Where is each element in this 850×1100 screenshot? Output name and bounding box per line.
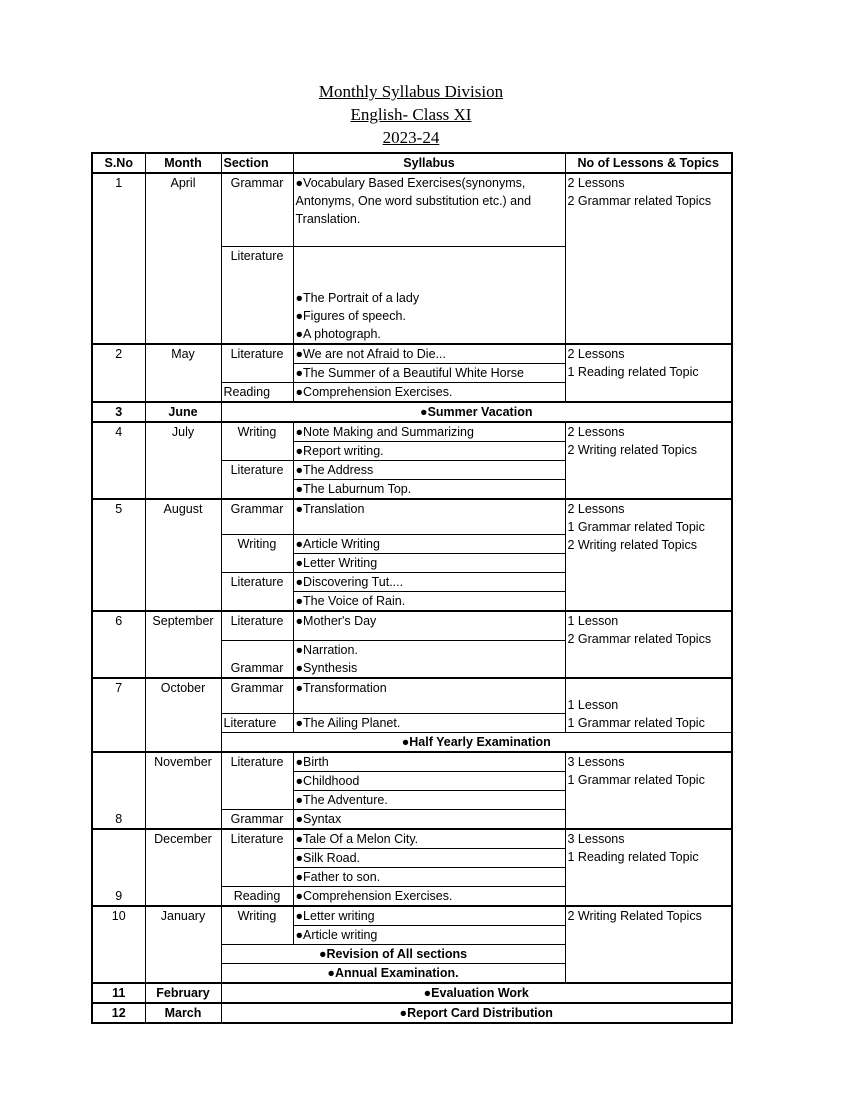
sno-cell: 8 [92,752,145,829]
section-cell: Literature [221,573,293,612]
lessons-cell [565,906,732,983]
section-cell: Grammar [221,678,293,714]
syllabus-cell [293,641,565,679]
lessons-line: 2 Writing Related Topics [567,909,702,923]
section-cell: Literature [221,829,293,887]
syllabus-cell: ●Silk Road. [293,849,565,868]
month-cell: March [145,1003,221,1023]
table-row [92,173,732,247]
header-sno: S.No [92,153,145,173]
note-cell: ●Half Yearly Examination [221,733,732,753]
header-lessons: No of Lessons & Topics [565,153,732,173]
syllabus-cell: ●We are not Afraid to Die... [293,344,565,364]
syllabus-cell: ●Letter Writing [293,554,565,573]
month-cell: August [145,499,221,611]
section-cell: Literature [221,344,293,383]
sno-cell: 9 [92,829,145,906]
month-cell: December [145,829,221,906]
month-group-october [92,678,732,752]
table-row [92,344,732,364]
header-section: Section [221,153,293,173]
syllabus-item: ●A photograph. [295,327,381,341]
month-group-january [92,906,732,983]
syllabus-cell: ●Transformation [293,678,565,714]
header-month: Month [145,153,221,173]
table-row [92,422,732,442]
lessons-line: 1 Lesson [567,614,619,628]
syllabus-item: ●Figures of speech. [295,309,406,323]
month-group-february [92,983,732,1003]
syllabus-cell: ●Report writing. [293,442,565,461]
syllabus-cell: ●Vocabulary Based Exercises(synonyms, Antonyms, One word substitution etc.) and Translation. [293,173,565,247]
month-cell: June [145,402,221,422]
section-cell: Literature [221,247,293,345]
lessons-line: 1 Reading related Topic [567,850,699,864]
section-cell: Grammar [221,173,293,247]
syllabus-table [91,152,733,1024]
month-group-july [92,422,732,499]
month-group-april [92,173,732,344]
section-cell: Literature [221,714,293,733]
lessons-cell [565,499,732,611]
month-cell: September [145,611,221,678]
sno-cell: 4 [92,422,145,499]
syllabus-item: ●Synthesis [295,661,358,675]
section-cell: Reading [221,887,293,907]
table-row [92,611,732,641]
syllabus-cell: ●Note Making and Summarizing [293,422,565,442]
month-cell: April [145,173,221,344]
month-group-november [92,752,732,829]
sno-cell: 10 [92,906,145,983]
month-cell: July [145,422,221,499]
syllabus-cell: ●Discovering Tut.... [293,573,565,592]
sno-cell: 11 [92,983,145,1003]
table-row [92,402,732,422]
table-row [92,499,732,535]
lessons-cell [565,344,732,402]
lessons-cell [565,829,732,906]
syllabus-cell: ●Comprehension Exercises. [293,887,565,907]
section-cell: Reading [221,383,293,403]
month-group-june [92,402,732,422]
syllabus-cell: ●Article writing [293,926,565,945]
syllabus-cell: ●Article Writing [293,535,565,554]
month-group-august [92,499,732,611]
sno-cell: 12 [92,1003,145,1023]
syllabus-item: ●Narration. [295,643,358,657]
syllabus-cell: ●The Voice of Rain. [293,592,565,612]
syllabus-cell: ●Father to son. [293,868,565,887]
document-year: 2023-24 [382,128,440,147]
lessons-cell [565,422,732,499]
lessons-line: 2 Lessons [567,425,625,439]
note-cell: ●Revision of All sections [221,945,565,964]
lessons-line: 2 Writing related Topics [567,538,697,552]
section-cell: Writing [221,906,293,945]
lessons-line: 3 Lessons [567,832,625,846]
sno-cell: 1 [92,173,145,344]
syllabus-cell: ●Translation [293,499,565,535]
lessons-line: 3 Lessons [567,755,625,769]
syllabus-cell: ●Tale Of a Melon City. [293,829,565,849]
lessons-line: 2 Lessons [567,176,625,190]
section-cell: Writing [221,535,293,573]
syllabus-cell: ●Letter writing [293,906,565,926]
month-cell: November [145,752,221,829]
note-cell: ●Report Card Distribution [221,1003,732,1023]
note-cell: ●Annual Examination. [221,964,565,984]
syllabus-cell: ●Mother's Day [293,611,565,641]
sno-cell: 5 [92,499,145,611]
month-group-march [92,1003,732,1023]
lessons-line: 1 Grammar related Topic [567,520,705,534]
month-cell: January [145,906,221,983]
syllabus-cell: ●The Summer of a Beautiful White Horse [293,364,565,383]
lessons-line: 1 Grammar related Topic [567,716,705,730]
syllabus-cell: ●The Laburnum Top. [293,480,565,500]
table-row [92,906,732,926]
syllabus-cell: ●The Ailing Planet. [293,714,565,733]
section-cell: Literature [221,611,293,641]
header-syllabus: Syllabus [293,153,565,173]
lessons-line: 2 Writing related Topics [567,443,697,457]
sno-cell: 2 [92,344,145,402]
syllabus-cell [293,247,565,345]
lessons-line: 2 Lessons [567,347,625,361]
syllabus-cell: ●The Address [293,461,565,480]
document-title: Monthly Syllabus Division [318,82,504,101]
sno-cell: 3 [92,402,145,422]
lessons-line: 2 Lessons [567,502,625,516]
month-cell: February [145,983,221,1003]
table-row [92,829,732,849]
month-cell: October [145,678,221,752]
syllabus-cell: ●Birth [293,752,565,772]
table-row [92,983,732,1003]
header-row [92,153,732,173]
section-cell: Grammar [221,641,293,679]
lessons-cell [565,173,732,344]
section-cell: Literature [221,461,293,500]
syllabus-cell: ●The Adventure. [293,791,565,810]
lessons-line: 2 Grammar related Topics [567,632,712,646]
lessons-line: 1 Grammar related Topic [567,773,705,787]
section-cell: Literature [221,752,293,810]
sno-cell: 6 [92,611,145,678]
lessons-line: 1 Lesson [567,698,619,712]
syllabus-item: ●The Portrait of a lady [295,291,420,305]
syllabus-cell: ●Syntax [293,810,565,830]
section-cell: Grammar [221,499,293,535]
table-row [92,1003,732,1023]
lessons-cell [565,678,732,733]
month-cell: May [145,344,221,402]
section-cell: Writing [221,422,293,461]
month-group-december [92,829,732,906]
sno-cell: 7 [92,678,145,752]
month-group-september [92,611,732,678]
note-cell: ●Evaluation Work [221,983,732,1003]
table-row [92,752,732,772]
syllabus-cell: ●Childhood [293,772,565,791]
lessons-cell [565,611,732,678]
lessons-cell [565,752,732,829]
lessons-line: 2 Grammar related Topics [567,194,712,208]
section-cell: Grammar [221,810,293,830]
table-row [92,678,732,714]
note-cell: ●Summer Vacation [221,402,732,422]
lessons-line: 1 Reading related Topic [567,365,699,379]
month-group-may [92,344,732,402]
document-subtitle: English- Class XI [350,105,472,124]
syllabus-cell: ●Comprehension Exercises. [293,383,565,403]
